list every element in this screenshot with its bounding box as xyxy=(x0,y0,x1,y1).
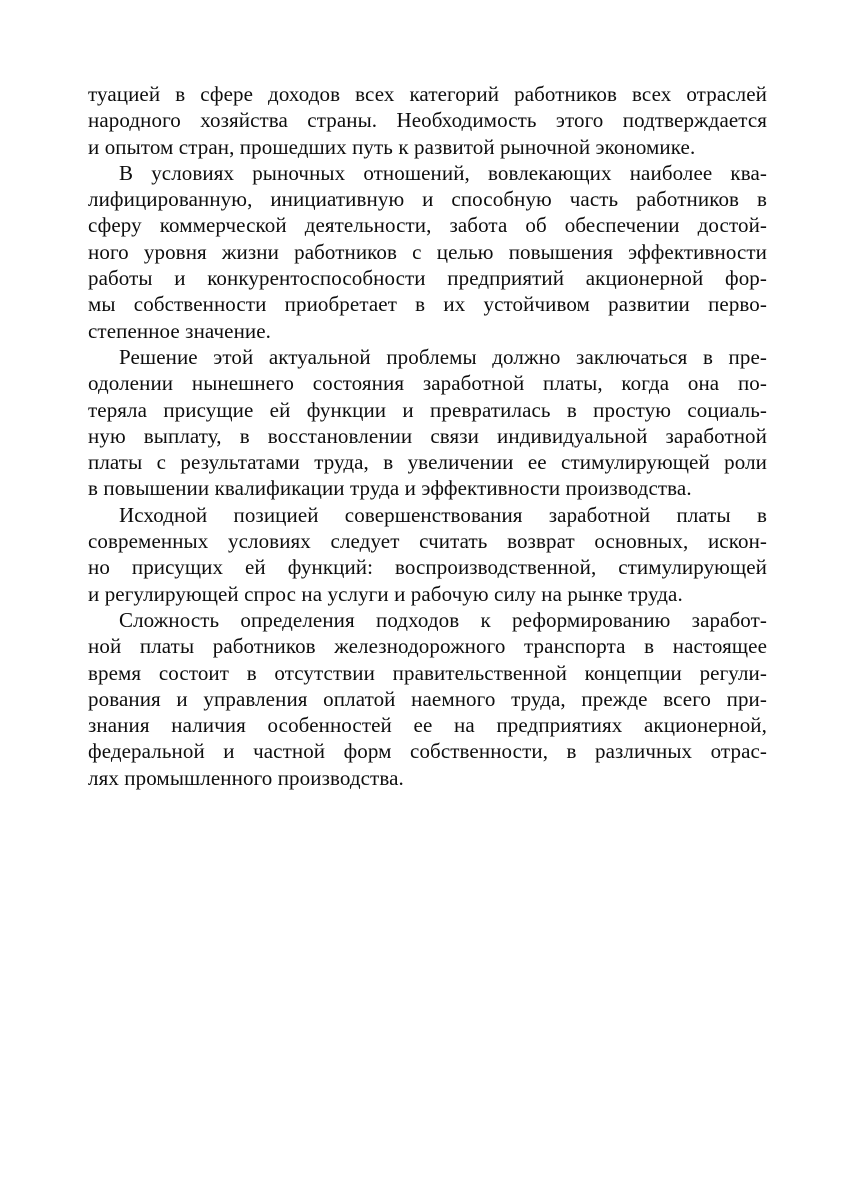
text-line: В условиях рыночных отношений, вовлекающих наиболее ква- xyxy=(119,160,767,185)
text-line: сферу коммерческой деятельности, забота об обеспечении достой- xyxy=(88,213,767,238)
text-line: время состоит в отсутствии правительственной концепции регули- xyxy=(88,660,767,685)
text-line: туацией в сфере доходов всех категорий работников всех отраслей xyxy=(88,82,767,106)
text-line: Решение этой актуальной проблемы должно заключаться в пре- xyxy=(119,344,767,369)
text-line: работы и конкурентоспособности предприятий акционерной фор- xyxy=(88,266,767,291)
text-line: современных условиях следует считать возврат основных, искон- xyxy=(88,529,767,554)
text-line: в повышении квалификации труда и эффективности производства. xyxy=(88,476,692,501)
paragraph xyxy=(88,502,767,607)
text-line: платы с результатами труда, в увеличении ее стимулирующей роли xyxy=(88,450,767,475)
paragraph xyxy=(88,607,767,791)
text-line: рования и управления оплатой наемного труда, прежде всего при- xyxy=(88,686,767,711)
paragraph xyxy=(88,81,767,160)
text-line: народного хозяйства страны. Необходимость этого подтверждается xyxy=(88,108,767,133)
text-line: но присущих ей функций: воспроизводственной, стимулирующей xyxy=(88,555,767,580)
text-line: ную выплату, в восстановлении связи индивидуальной заработной xyxy=(88,423,767,448)
text-line: степенное значение. xyxy=(88,318,272,343)
text-line: знания наличия особенностей ее на предприятиях акционерной, xyxy=(88,713,767,738)
text-line: теряла присущие ей функции и превратилась в простую социаль- xyxy=(88,397,767,422)
paragraph xyxy=(88,160,767,344)
text-line: Сложность определения подходов к реформированию заработ- xyxy=(119,607,767,632)
text-line: Исходной позицией совершенствования заработной платы в xyxy=(119,502,767,527)
paragraph xyxy=(88,344,767,502)
text-line: и опытом стран, прошедших путь к развитой рыночной экономике. xyxy=(88,134,696,159)
text-line: лях промышленного производства. xyxy=(88,765,404,790)
text-line: и регулирующей спрос на услуги и рабочую силу на рынке труда. xyxy=(88,581,683,606)
text-line: лифицированную, инициативную и способную часть работников в xyxy=(88,187,767,212)
text-line: ной платы работников железнодорожного транспорта в настоящее xyxy=(88,634,767,659)
text-line: мы собственности приобретает в их устойчивом развитии перво- xyxy=(88,292,767,317)
page-text xyxy=(88,81,767,791)
text-line: одолении нынешнего состояния заработной платы, когда она по- xyxy=(88,371,767,396)
text-line: ного уровня жизни работников с целью повышения эффективности xyxy=(88,239,767,264)
text-line: федеральной и частной форм собственности, в различных отрас- xyxy=(88,739,767,764)
